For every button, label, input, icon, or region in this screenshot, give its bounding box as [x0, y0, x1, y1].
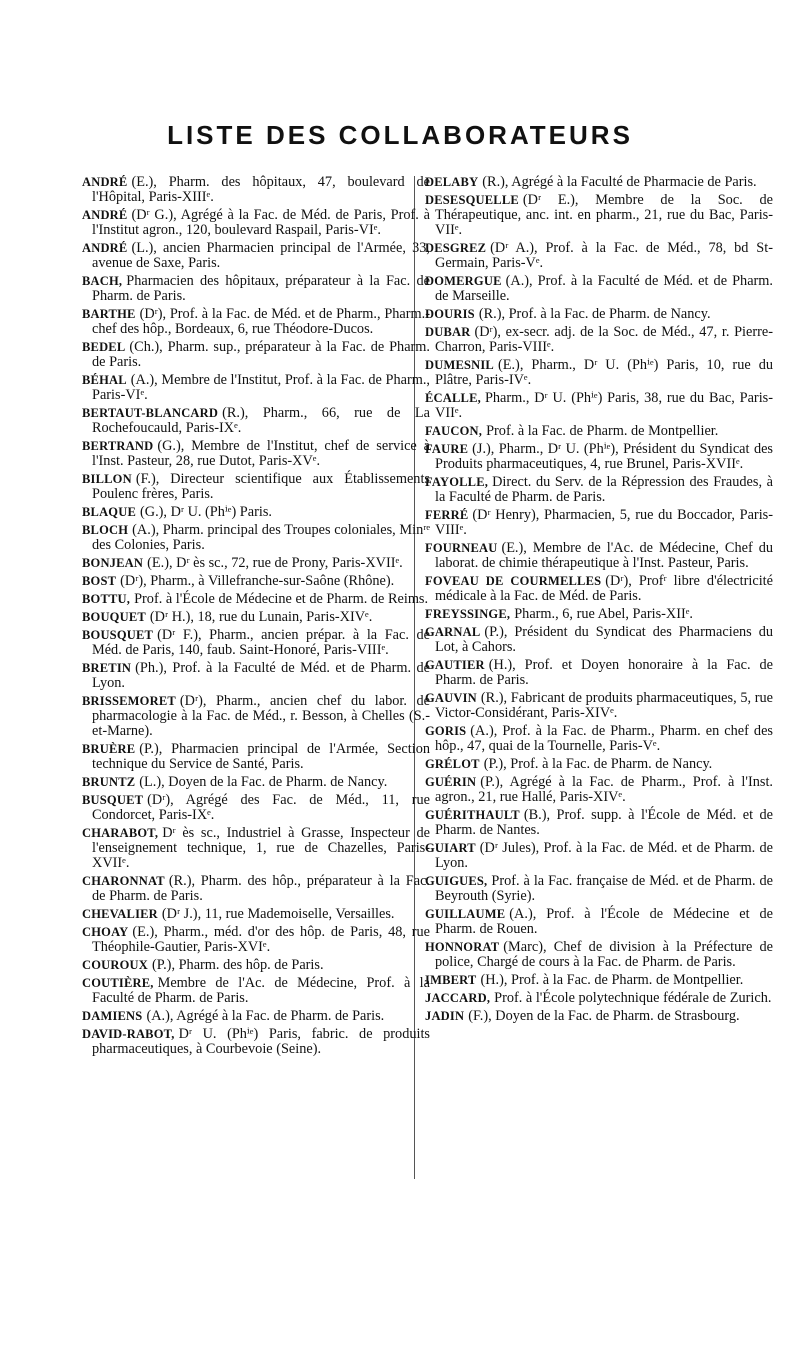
collaborator-name: BONJEAN: [82, 556, 144, 570]
collaborator-entry: [82, 661, 430, 691]
collaborator-entry: [425, 391, 773, 421]
collaborator-entry: [82, 793, 430, 823]
collaborator-details: (R.), Pharm. des hôp., préparateur à la Fac. de Pharm. de Paris.: [92, 873, 430, 904]
collaborator-name: CHARONNAT: [82, 874, 165, 888]
collaborator-entry: [425, 1009, 773, 1024]
collaborator-details: (R.), Pharm., 66, rue de La Rochefoucauld, Paris-IXᵉ.: [92, 405, 430, 436]
collaborator-name: BÉHAL: [82, 373, 127, 387]
collaborator-name: BOUSQUET: [82, 628, 154, 642]
left-column: [82, 175, 430, 1060]
collaborator-details: (L.), Doyen de la Fac. de Pharm. de Nancy.: [139, 774, 388, 790]
collaborator-details: Pharm., Dʳ U. (Phⁱᵉ) Paris, 38, rue du Bac, Paris-VIIᵉ.: [435, 390, 773, 421]
collaborator-name: BRUNTZ: [82, 775, 136, 789]
collaborator-name: BOUQUET: [82, 610, 146, 624]
collaborator-details: (Dʳ H.), 18, rue du Lunain, Paris-XIVᵉ.: [149, 609, 373, 625]
collaborator-entry: [82, 742, 430, 772]
collaborator-details: (Ph.), Prof. à la Faculté de Méd. et de Pharm. de Lyon.: [92, 660, 430, 691]
collaborator-entry: [425, 193, 773, 238]
collaborator-details: (P.), Prof. à la Fac. de Pharm. de Nancy.: [483, 756, 713, 772]
collaborator-entry: [82, 610, 430, 625]
collaborator-entry: [425, 724, 773, 754]
collaborator-details: Direct. du Serv. de la Répression des Fraudes, à la Faculté de Pharm. de Paris.: [435, 474, 773, 505]
collaborator-name: FERRÉ: [425, 508, 469, 522]
right-column: [425, 175, 773, 1027]
collaborator-name: BRISSEMORET: [82, 694, 176, 708]
collaborator-details: (Dʳ), Pharm., à Villefranche-sur-Saône (Rhône).: [120, 573, 395, 589]
collaborator-details: (Dʳ G.), Agrégé à la Fac. de Méd. de Paris, Prof. à l'Institut agron., 120, boulevard Raspail, Paris-VIᵉ.: [92, 207, 430, 238]
collaborator-entry: [425, 541, 773, 571]
collaborator-details: Dʳ ès sc., Industriel à Grasse, Inspecteur de l'enseignement technique, 1, rue de Chazelles, Paris-XVIIᵉ.: [92, 825, 430, 871]
collaborator-entry: [425, 808, 773, 838]
collaborator-name: BRUÈRE: [82, 742, 136, 756]
collaborator-details: (E.), Pharm., Dʳ U. (Phⁱᵉ) Paris, 10, rue du Plâtre, Paris-IVᵉ.: [435, 357, 773, 388]
collaborator-details: (L.), ancien Pharmacien principal de l'Armée, 33, avenue de Saxe, Paris.: [92, 240, 430, 271]
collaborator-name: JACCARD,: [425, 991, 491, 1005]
collaborator-details: Prof. à l'École de Médecine et de Pharm. de Reims.: [134, 591, 429, 607]
collaborator-entry: [425, 475, 773, 505]
collaborator-name: ANDRÉ: [82, 241, 128, 255]
collaborator-entry: [425, 940, 773, 970]
collaborator-entry: [82, 523, 430, 553]
collaborator-entry: [82, 775, 430, 790]
collaborator-entry: [425, 307, 773, 322]
collaborator-details: (Dʳ E.), Membre de la Soc. de Thérapeutique, anc. int. en pharm., 21, rue du Bac, Paris-VIIᵉ.: [435, 192, 773, 238]
collaborator-name: GUIGUES,: [425, 874, 488, 888]
collaborator-details: (Dʳ), ex-secr. adj. de la Soc. de Méd., 47, r. Pierre-Charron, Paris-VIIIᵉ.: [435, 324, 773, 355]
collaborator-details: (Dʳ F.), Pharm., ancien prépar. à la Fac. de Méd. de Paris, 140, faub. Saint-Honoré, Paris-VIIIᵉ.: [92, 627, 430, 658]
collaborator-name: ÉCALLE,: [425, 391, 481, 405]
collaborator-entry: [425, 907, 773, 937]
collaborator-details: (E.), Pharm. des hôpitaux, 47, boulevard de l'Hôpital, Paris-XIIIᵉ.: [92, 174, 430, 205]
collaborator-entry: [82, 958, 430, 973]
collaborator-name: BILLON: [82, 472, 132, 486]
collaborator-details: (G.), Membre de l'Institut, chef de service à l'Inst. Pasteur, 28, rue Dutot, Paris-XVᵉ.: [92, 438, 430, 469]
collaborator-name: CHEVALIER: [82, 907, 158, 921]
collaborator-entry: [82, 373, 430, 403]
collaborator-details: (F.), Directeur scientifique aux Établissements Poulenc frères, Paris.: [92, 471, 430, 502]
collaborator-details: (Marc), Chef de division à la Préfecture de police, Chargé de cours à la Fac. de Pharm. de Paris.: [435, 939, 773, 970]
collaborator-name: BLAQUE: [82, 505, 136, 519]
collaborator-name: GAUTIER: [425, 658, 485, 672]
collaborator-name: BARTHE: [82, 307, 136, 321]
collaborator-name: BOST: [82, 574, 117, 588]
collaborator-name: HONNORAT: [425, 940, 500, 954]
collaborator-name: CHARABOT,: [82, 826, 159, 840]
collaborator-details: (Dʳ), Pharm., ancien chef du labor. de pharmacologie à la Fac. de Méd., r. Besson, à Chelles (S.-et-Marne).: [92, 693, 430, 739]
collaborator-name: GAUVIN: [425, 691, 477, 705]
page-title: LISTE DES COLLABORATEURS: [167, 120, 633, 150]
collaborator-entry: [425, 574, 773, 604]
collaborator-details: (A.), Prof. à la Faculté de Méd. et de Pharm. de Marseille.: [435, 273, 773, 304]
collaborator-details: Prof. à la Fac. de Pharm. de Montpellier.: [486, 423, 719, 439]
collaborator-entry: [82, 1009, 430, 1024]
collaborator-details: (R.), Agrégé à la Faculté de Pharmacie de Paris.: [482, 174, 757, 190]
collaborator-name: FAUCON,: [425, 424, 483, 438]
collaborator-entry: [82, 976, 430, 1006]
collaborator-details: (P.), Pharmacien principal de l'Armée, Section technique du Service de Santé, Paris.: [92, 741, 430, 772]
collaborator-details: (Dʳ), Profʳ libre d'électricité médicale à la Fac. de Méd. de Paris.: [435, 573, 773, 604]
collaborator-details: (P.), Agrégé à la Fac. de Pharm., Prof. à l'Inst. agron., 21, rue Hallé, Paris-XIVᵉ.: [435, 774, 773, 805]
collaborator-details: Prof. à l'École polytechnique fédérale de Zurich.: [494, 990, 772, 1006]
collaborator-entry: [425, 757, 773, 772]
collaborator-entry: [82, 307, 430, 337]
collaborator-entry: [82, 340, 430, 370]
collaborator-entry: [82, 826, 430, 871]
collaborator-details: (E.), Dʳ ès sc., 72, rue de Prony, Paris-XVIIᵉ.: [147, 555, 403, 571]
collaborator-entry: [425, 424, 773, 439]
collaborator-entry: [82, 907, 430, 922]
collaborator-entry: [425, 625, 773, 655]
collaborator-details: (B.), Prof. supp. à l'École de Méd. et de Pharm. de Nantes.: [435, 807, 773, 838]
collaborator-entry: [425, 508, 773, 538]
collaborator-name: JADIN: [425, 1009, 465, 1023]
collaborator-details: (P.), Président du Syndicat des Pharmaciens du Lot, à Cahors.: [435, 624, 773, 655]
collaborator-details: (H.), Prof. et Doyen honoraire à la Fac. de Pharm. de Paris.: [435, 657, 773, 688]
collaborator-name: GUILLAUME: [425, 907, 506, 921]
collaborator-name: GUIART: [425, 841, 476, 855]
collaborator-details: Membre de l'Ac. de Médecine, Prof. à la Faculté de Pharm. de Paris.: [92, 975, 430, 1006]
collaborator-entry: [425, 325, 773, 355]
collaborator-entry: [82, 208, 430, 238]
collaborator-details: (E.), Membre de l'Ac. de Médecine, Chef du laborat. de chimie thérapeutique à l'Inst. Pasteur, Paris.: [435, 540, 773, 571]
collaborator-name: GUÉRIN: [425, 775, 477, 789]
collaborator-entry: [82, 406, 430, 436]
collaborator-details: (Dʳ), Agrégé des Fac. de Méd., 11, rue Condorcet, Paris-IXᵉ.: [92, 792, 430, 823]
collaborator-name: DESGREZ: [425, 241, 487, 255]
collaborator-name: FOVEAU DE COURMELLES: [425, 574, 602, 588]
collaborator-details: (P.), Pharm. des hôp. de Paris.: [151, 957, 324, 973]
collaborator-name: BRETIN: [82, 661, 132, 675]
collaborator-details: Prof. à la Fac. française de Méd. et de Pharm. de Beyrouth (Syrie).: [435, 873, 773, 904]
collaborator-entry: [425, 442, 773, 472]
collaborator-name: GUÉRITHAULT: [425, 808, 520, 822]
collaborator-details: (Dʳ A.), Prof. à la Fac. de Méd., 78, bd St-Germain, Paris-Vᵉ.: [435, 240, 773, 271]
collaborator-entry: [82, 556, 430, 571]
collaborator-details: (A.), Membre de l'Institut, Prof. à la Fac. de Pharm., Paris-VIᵉ.: [92, 372, 430, 403]
collaborator-entry: [82, 472, 430, 502]
collaborator-details: Pharm., 6, rue Abel, Paris-XIIᵉ.: [514, 606, 693, 622]
collaborator-entry: [82, 592, 430, 607]
collaborator-details: (H.), Prof. à la Fac. de Pharm. de Montpellier.: [480, 972, 744, 988]
collaborator-name: CHOAY: [82, 925, 129, 939]
collaborator-entry: [425, 241, 773, 271]
collaborator-name: BOTTU,: [82, 592, 131, 606]
collaborator-name: GARNAL: [425, 625, 481, 639]
collaborator-name: BERTRAND: [82, 439, 154, 453]
collaborator-entry: [425, 775, 773, 805]
collaborator-entry: [82, 874, 430, 904]
collaborator-name: DUBAR: [425, 325, 471, 339]
collaborator-name: BUSQUET: [82, 793, 144, 807]
collaborator-entry: [425, 973, 773, 988]
collaborator-name: BEDEL: [82, 340, 126, 354]
collaborator-name: ANDRÉ: [82, 208, 128, 222]
collaborator-name: BACH,: [82, 274, 123, 288]
collaborator-details: (Dʳ Jules), Prof. à la Fac. de Méd. et de Pharm. de Lyon.: [435, 840, 773, 871]
collaborator-details: (Dʳ J.), 11, rue Mademoiselle, Versailles.: [161, 906, 395, 922]
collaborator-entry: [425, 175, 773, 190]
collaborator-details: (A.), Prof. à la Fac. de Pharm., Pharm. en chef des hôp., 47, quai de la Tournelle, Paris-Vᵉ.: [435, 723, 773, 754]
collaborator-entry: [425, 691, 773, 721]
collaborator-details: (F.), Doyen de la Fac. de Pharm. de Strasbourg.: [468, 1008, 740, 1024]
collaborator-entry: [82, 574, 430, 589]
collaborator-name: GORIS: [425, 724, 467, 738]
collaborator-entry: [82, 241, 430, 271]
collaborator-entry: [425, 658, 773, 688]
collaborator-details: (J.), Pharm., Dʳ U. (Phⁱᵉ), Président du Syndicat des Produits pharmaceutiques, 4, rue Brunel, Paris-XVIIᵉ.: [435, 441, 773, 472]
collaborator-details: Pharmacien des hôpitaux, préparateur à la Fac. de Pharm. de Paris.: [92, 273, 430, 304]
collaborator-name: DESESQUELLE: [425, 193, 519, 207]
collaborator-name: ANDRÉ: [82, 175, 128, 189]
collaborator-name: FAURE: [425, 442, 469, 456]
collaborator-name: DOURIS: [425, 307, 475, 321]
collaborator-entry: [425, 607, 773, 622]
collaborator-entry: [82, 1027, 430, 1057]
collaborator-name: GRÉLOT: [425, 757, 480, 771]
collaborator-name: FAYOLLE,: [425, 475, 489, 489]
collaborator-entry: [82, 505, 430, 520]
collaborator-name: COUTIÈRE,: [82, 976, 154, 990]
collaborator-details: (A.), Prof. à l'École de Médecine et de Pharm. de Rouen.: [435, 906, 773, 937]
collaborator-entry: [425, 358, 773, 388]
collaborator-entry: [82, 694, 430, 739]
collaborator-entry: [425, 274, 773, 304]
collaborator-name: DUMESNIL: [425, 358, 494, 372]
collaborator-details: (R.), Fabricant de produits pharmaceutiques, 5, rue Victor-Considérant, Paris-XIVᵉ.: [435, 690, 773, 721]
collaborator-name: DAVID-RABOT,: [82, 1027, 175, 1041]
collaborator-details: (E.), Pharm., méd. d'or des hôp. de Paris, 48, rue Théophile-Gautier, Paris-XVIᵉ.: [92, 924, 430, 955]
collaborator-entry: [82, 274, 430, 304]
collaborator-entry: [425, 874, 773, 904]
collaborator-entry: [82, 439, 430, 469]
collaborator-details: (Ch.), Pharm. sup., préparateur à la Fac. de Pharm. de Paris.: [92, 339, 430, 370]
collaborator-entry: [425, 991, 773, 1006]
collaborator-name: IMBERT: [425, 973, 477, 987]
collaborator-details: (Dʳ Henry), Pharmacien, 5, rue du Boccador, Paris-VIIIᵉ.: [435, 507, 773, 538]
collaborator-details: (R.), Prof. à la Fac. de Pharm. de Nancy.: [478, 306, 711, 322]
collaborator-entry: [82, 175, 430, 205]
collaborator-name: FOURNEAU: [425, 541, 498, 555]
collaborator-name: DELABY: [425, 175, 479, 189]
collaborator-name: COUROUX: [82, 958, 148, 972]
collaborator-entry: [425, 841, 773, 871]
collaborator-details: (A.), Pharm. principal des Troupes coloniales, Minʳᵉ des Colonies, Paris.: [92, 522, 430, 553]
collaborator-details: (A.), Agrégé à la Fac. de Pharm. de Paris.: [146, 1008, 385, 1024]
collaborator-name: DOMERGUE: [425, 274, 502, 288]
collaborator-name: BERTAUT-BLANCARD: [82, 406, 219, 420]
collaborator-name: DAMIENS: [82, 1009, 143, 1023]
collaborator-details: (Dʳ), Prof. à la Fac. de Méd. et de Pharm., Pharm.-chef des hôp., Bordeaux, 6, rue Théodore-Ducos.: [92, 306, 430, 337]
collaborator-details: (G.), Dʳ U. (Phⁱᵉ) Paris.: [140, 504, 272, 520]
collaborator-name: BLOCH: [82, 523, 129, 537]
collaborator-details: Dʳ U. (Phⁱᵉ) Paris, fabric. de produits pharmaceutiques, à Courbevoie (Seine).: [92, 1026, 430, 1057]
collaborator-entry: [82, 925, 430, 955]
collaborator-entry: [82, 628, 430, 658]
collaborator-name: FREYSSINGE,: [425, 607, 511, 621]
